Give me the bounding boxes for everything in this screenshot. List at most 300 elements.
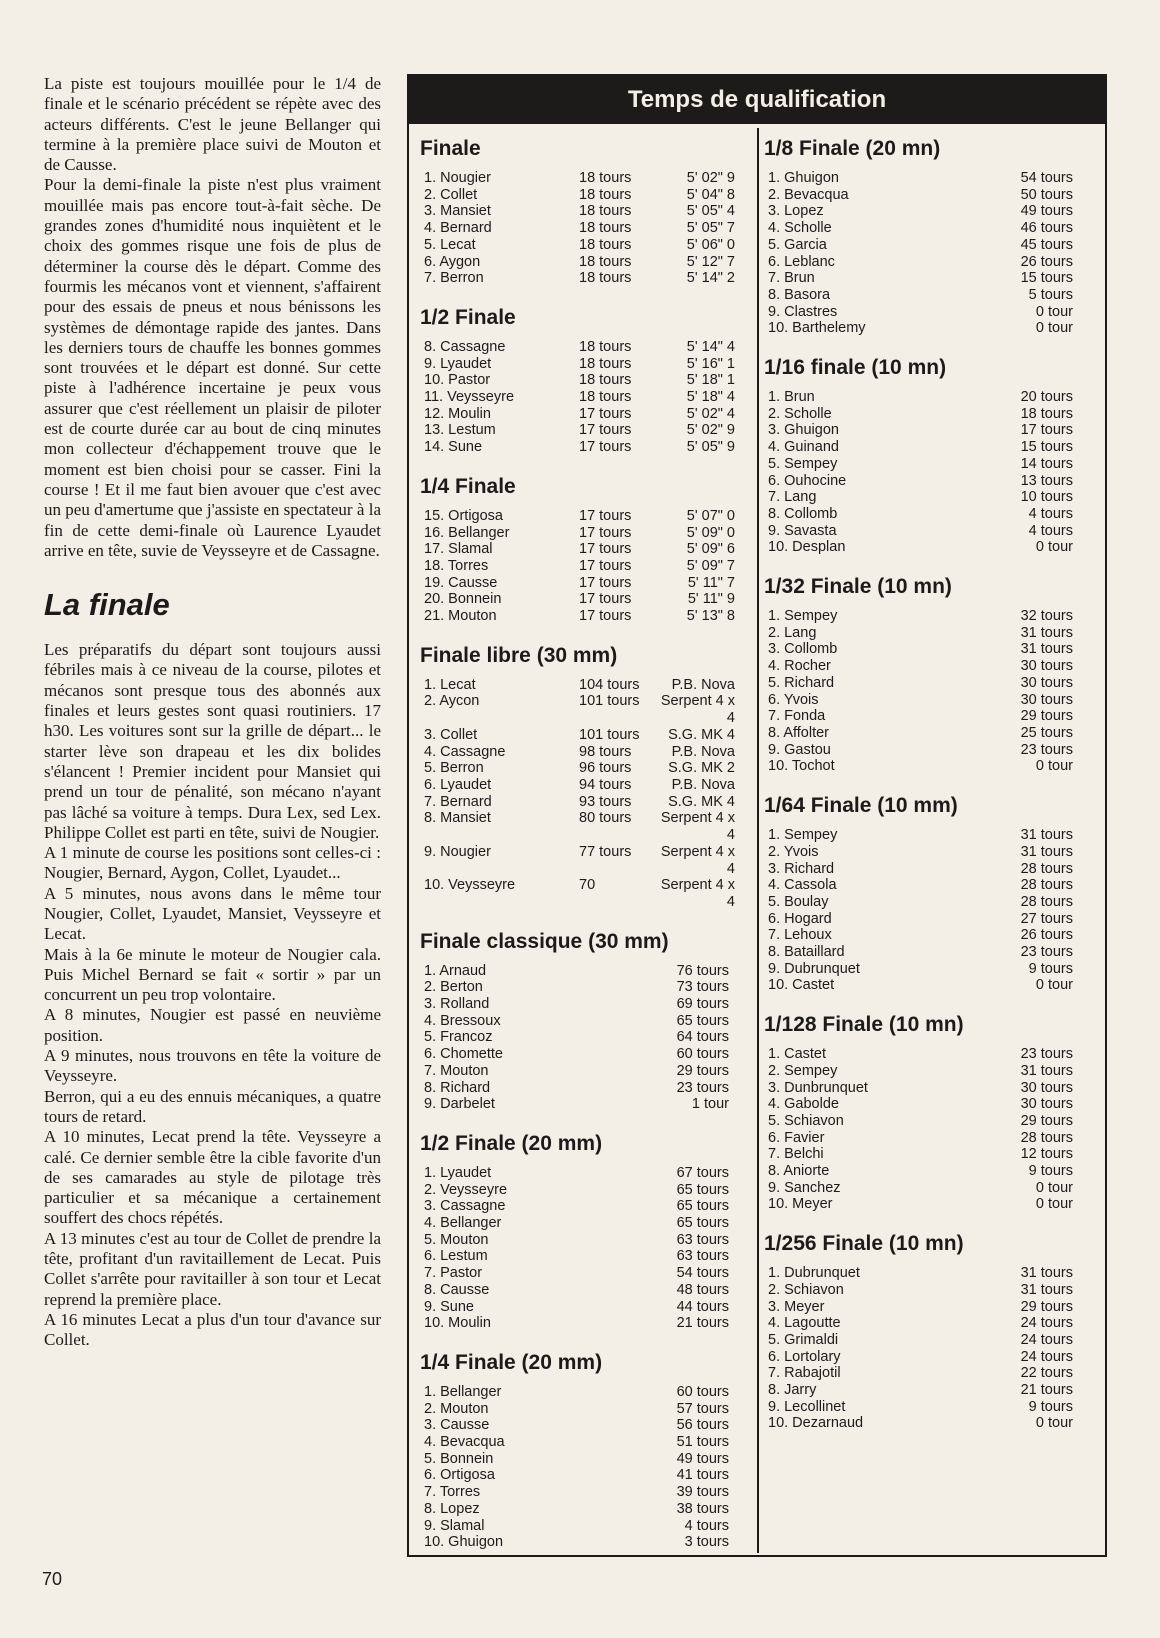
result-row [420, 1096, 753, 1113]
laps: 30 tours [1020, 658, 1073, 675]
results-section [420, 643, 753, 911]
laps: 18 tours [579, 372, 632, 389]
driver-name: 5. Sempey [768, 455, 838, 472]
result-row [420, 1029, 753, 1046]
driver-name: 1. Brun [768, 389, 815, 406]
results-section [420, 305, 753, 456]
driver-name: 6. Favier [768, 1129, 825, 1146]
driver-name: 1. Ghuigon [768, 170, 839, 186]
driver-name: 9. Savasta [768, 522, 837, 539]
laps: 98 tours [579, 743, 632, 760]
driver-name: 1. Sempey [768, 827, 838, 844]
laps: 3 tours [684, 1534, 729, 1551]
result-row [420, 1434, 753, 1451]
time-or-car: 5' 09" 6 [686, 541, 735, 558]
laps: 24 tours [1020, 1348, 1073, 1365]
driver-name: 7. Pastor [424, 1265, 483, 1282]
article-paragraph: Berron, qui a eu des ennuis mécaniques, a quatre tours de retard. [44, 1086, 381, 1126]
driver-name: 6. Lestum [424, 1248, 488, 1265]
laps: 9 tours [1028, 1398, 1073, 1415]
driver-name: 4. Bellanger [424, 1215, 502, 1232]
result-row [764, 758, 1097, 775]
laps: 15 tours [1020, 270, 1073, 287]
result-row [764, 506, 1097, 523]
driver-name: 4. Gabolde [768, 1096, 839, 1113]
time-or-car: 5' 02" 9 [686, 170, 735, 186]
driver-name: 7. Torres [424, 1484, 481, 1501]
result-row [420, 1265, 753, 1282]
results-section [764, 793, 1097, 994]
laps: 60 tours [676, 1383, 729, 1400]
result-row [420, 541, 753, 558]
section-heading: La finale [44, 587, 170, 623]
time-or-car: P.B. Nova [671, 676, 735, 693]
driver-name: 3. Richard [768, 860, 835, 877]
driver-name: 1. Dubrunquet [768, 1265, 860, 1282]
result-row [420, 810, 753, 843]
laps: 54 tours [676, 1265, 729, 1282]
laps: 28 tours [1020, 877, 1073, 894]
driver-name: 8. Causse [424, 1281, 490, 1298]
result-row [764, 1063, 1097, 1080]
laps: 28 tours [1020, 860, 1073, 877]
laps: 77 tours [579, 843, 632, 860]
laps: 30 tours [1020, 674, 1073, 691]
results-section [764, 1012, 1097, 1213]
laps: 31 tours [1020, 624, 1073, 641]
result-row [420, 963, 753, 980]
results-section [420, 136, 753, 287]
article-paragraph: La piste est toujours mouillée pour le 1/4 de finale et le scénario précédent se répète avec des acteurs différents. C'est le jeune Bellanger qui termine à la première place suivi de Mouton et de Causse. [44, 74, 381, 175]
driver-name: 7. Fonda [768, 708, 826, 725]
result-row [420, 406, 753, 423]
driver-name: 2. Scholle [768, 405, 832, 422]
result-row [764, 1113, 1097, 1130]
time-or-car: 5' 11" 9 [687, 591, 735, 608]
results-section-heading: 1/32 Finale (10 mn) [764, 575, 952, 599]
laps: 23 tours [1020, 944, 1073, 961]
laps: 104 tours [579, 676, 640, 693]
result-row [764, 1130, 1097, 1147]
driver-name: 2. Veysseyre [424, 1181, 508, 1198]
result-row [420, 1165, 753, 1182]
driver-name: 8. Aniorte [768, 1163, 830, 1180]
result-row [764, 170, 1097, 187]
time-or-car: 5' 16" 1 [686, 355, 735, 372]
driver-name: 6. Yvois [768, 691, 819, 708]
time-or-car: 5' 04" 8 [686, 186, 735, 203]
time-or-car: 5' 05" 4 [686, 203, 735, 220]
result-row [764, 439, 1097, 456]
results-section-heading: Finale [420, 137, 481, 160]
laps: 94 tours [579, 776, 632, 793]
result-row [764, 203, 1097, 220]
laps: 54 tours [1020, 170, 1073, 186]
result-row [420, 389, 753, 406]
laps: 5 tours [1028, 286, 1073, 303]
results-section-heading: 1/256 Finale (10 mn) [764, 1232, 964, 1256]
result-row [420, 237, 753, 254]
driver-name: 2. Collet [424, 186, 478, 203]
laps: 65 tours [676, 1198, 729, 1215]
result-row [420, 1013, 753, 1030]
laps: 29 tours [1020, 1298, 1073, 1315]
result-row [420, 1198, 753, 1215]
driver-name: 3. Dunbrunquet [768, 1079, 868, 1096]
driver-name: 8. Affolter [768, 724, 829, 741]
driver-name: 9. Gastou [768, 741, 831, 758]
result-row [764, 625, 1097, 642]
result-row [420, 1232, 753, 1249]
result-row [764, 304, 1097, 321]
result-row [764, 1299, 1097, 1316]
laps: 49 tours [676, 1450, 729, 1467]
result-row [764, 523, 1097, 540]
driver-name: 3. Collomb [768, 641, 838, 658]
laps: 9 tours [1028, 960, 1073, 977]
result-row [764, 1415, 1097, 1432]
result-row [420, 1282, 753, 1299]
results-section [764, 574, 1097, 775]
result-row [420, 558, 753, 575]
result-row [420, 1467, 753, 1484]
result-row [420, 1315, 753, 1332]
result-row [420, 844, 753, 877]
result-row [764, 539, 1097, 556]
laps: 17 tours [579, 541, 632, 558]
laps: 0 tour [1035, 1415, 1073, 1432]
result-row [764, 1196, 1097, 1213]
laps: 18 tours [579, 355, 632, 372]
driver-name: 6. Ouhocine [768, 472, 847, 489]
driver-name: 3. Mansiet [424, 203, 491, 220]
laps: 18 tours [579, 220, 632, 237]
driver-name: 2. Berton [424, 979, 483, 996]
time-or-car: 5' 02" 4 [686, 405, 735, 422]
laps: 101 tours [579, 693, 640, 710]
time-or-car: 5' 06" 0 [686, 236, 735, 253]
driver-name: 9. Lecollinet [768, 1398, 846, 1415]
driver-name: 3. Meyer [768, 1298, 825, 1315]
result-row [764, 456, 1097, 473]
laps: 41 tours [676, 1467, 729, 1484]
laps: 48 tours [676, 1281, 729, 1298]
laps: 50 tours [1020, 186, 1073, 203]
time-or-car: Serpent 4 x 4 [660, 843, 735, 877]
laps: 18 tours [579, 253, 632, 270]
time-or-car: 5' 02" 9 [686, 422, 735, 439]
result-row [764, 1080, 1097, 1097]
result-row [764, 489, 1097, 506]
driver-name: 4. Bernard [424, 220, 492, 237]
laps: 60 tours [676, 1046, 729, 1063]
result-row [764, 1315, 1097, 1332]
result-row [420, 1501, 753, 1518]
result-row [764, 1382, 1097, 1399]
result-row [764, 877, 1097, 894]
laps: 31 tours [1020, 1062, 1073, 1079]
driver-name: 5. Richard [768, 674, 835, 691]
result-row [764, 977, 1097, 994]
laps: 45 tours [1020, 236, 1073, 253]
driver-name: 1. Sempey [768, 608, 838, 625]
driver-name: 6. Aygon [424, 253, 481, 270]
driver-name: 6. Leblanc [768, 253, 835, 270]
time-or-car: S.G. MK 2 [668, 760, 735, 777]
laps: 0 tour [1035, 758, 1073, 775]
laps: 29 tours [1020, 708, 1073, 725]
result-row [764, 827, 1097, 844]
result-row [420, 1080, 753, 1097]
driver-name: 2. Sempey [768, 1062, 838, 1079]
driver-name: 7. Rabajotil [768, 1365, 841, 1382]
results-section-heading: 1/64 Finale (10 mm) [764, 794, 958, 818]
results-section [764, 1231, 1097, 1432]
laps: 63 tours [676, 1231, 729, 1248]
result-row [764, 608, 1097, 625]
time-or-car: 5' 07" 0 [686, 507, 735, 524]
driver-name: 7. Berron [424, 270, 484, 287]
laps: 0 tour [1035, 320, 1073, 337]
driver-name: 4. Rocher [768, 658, 831, 675]
time-or-car: 5' 18" 4 [686, 389, 735, 406]
laps: 20 tours [1020, 389, 1073, 406]
laps: 4 tours [1028, 505, 1073, 522]
driver-name: 10. Barthelemy [768, 320, 866, 337]
driver-name: 4. Bressoux [424, 1012, 501, 1029]
driver-name: 4. Scholle [768, 220, 832, 237]
driver-name: 10. Moulin [424, 1315, 491, 1332]
laps: 0 tour [1035, 303, 1073, 320]
results-section-heading: Finale classique (30 mm) [420, 929, 669, 953]
driver-name: 10. Veysseyre [424, 877, 516, 894]
result-row [420, 575, 753, 592]
result-row [420, 1299, 753, 1316]
time-or-car: 5' 13" 8 [686, 608, 735, 625]
result-row [420, 1518, 753, 1535]
driver-name: 15. Ortigosa [424, 507, 503, 524]
result-row [764, 658, 1097, 675]
driver-name: 7. Lehoux [768, 927, 832, 944]
result-row [420, 591, 753, 608]
laps: 64 tours [676, 1029, 729, 1046]
result-row [420, 996, 753, 1013]
laps: 31 tours [1020, 1281, 1073, 1298]
time-or-car: Serpent 4 x 4 [660, 810, 735, 844]
result-row [764, 1365, 1097, 1382]
result-row [764, 861, 1097, 878]
driver-name: 5. Boulay [768, 893, 829, 910]
driver-name: 9. Slamal [424, 1517, 485, 1534]
driver-name: 5. Grimaldi [768, 1331, 839, 1348]
article-paragraph: A 9 minutes, nous trouvons en tête la voiture de Veysseyre. [44, 1046, 381, 1086]
driver-name: 4. Lagoutte [768, 1315, 841, 1332]
result-row [764, 1265, 1097, 1282]
article-paragraph: A 16 minutes Lecat a plus d'un tour d'avance sur Collet. [44, 1309, 381, 1350]
laps: 13 tours [1020, 472, 1073, 489]
driver-name: 10. Pastor [424, 372, 491, 389]
driver-name: 9. Dubrunquet [768, 960, 860, 977]
time-or-car: 5' 05" 9 [686, 439, 735, 456]
laps: 10 tours [1020, 489, 1073, 506]
laps: 38 tours [676, 1500, 729, 1517]
time-or-car: P.B. Nova [671, 776, 735, 793]
laps: 32 tours [1020, 608, 1073, 625]
results-box [407, 74, 1107, 1557]
driver-name: 9. Clastres [768, 303, 838, 320]
driver-name: 8. Bataillard [768, 944, 845, 961]
result-row [764, 708, 1097, 725]
laps: 57 tours [676, 1400, 729, 1417]
result-row [420, 270, 753, 287]
driver-name: 4. Bevacqua [424, 1434, 505, 1451]
driver-name: 1. Lecat [424, 676, 476, 693]
result-row [764, 641, 1097, 658]
result-row [764, 1180, 1097, 1197]
results-section-heading: 1/128 Finale (10 mn) [764, 1013, 964, 1037]
driver-name: 5. Schiavon [768, 1112, 844, 1129]
laps: 17 tours [579, 524, 632, 541]
result-row [420, 727, 753, 744]
driver-name: 4. Guinand [768, 439, 839, 456]
laps: 18 tours [579, 203, 632, 220]
driver-name: 9. Darbelet [424, 1096, 495, 1113]
laps: 23 tours [1020, 741, 1073, 758]
laps: 18 tours [579, 236, 632, 253]
driver-name: 5. Mouton [424, 1231, 489, 1248]
laps: 28 tours [1020, 893, 1073, 910]
result-row [420, 339, 753, 356]
time-or-car: S.G. MK 4 [668, 726, 735, 743]
laps: 70 [579, 877, 596, 894]
result-row [420, 777, 753, 794]
article-paragraph: Mais à la 6e minute le moteur de Nougier cala. Puis Michel Bernard se fait « sortir » par un concurrent un peu trop volontaire. [44, 944, 381, 1005]
driver-name: 20. Bonnein [424, 591, 502, 608]
result-row [764, 389, 1097, 406]
time-or-car: 5' 05" 7 [686, 220, 735, 237]
driver-name: 7. Bernard [424, 793, 492, 810]
driver-name: 10. Dezarnaud [768, 1415, 864, 1432]
laps: 1 tour [691, 1096, 729, 1113]
time-or-car: 5' 14" 2 [686, 270, 735, 287]
driver-name: 6. Chomette [424, 1046, 503, 1063]
laps: 101 tours [579, 726, 640, 743]
laps: 51 tours [676, 1434, 729, 1451]
result-row [420, 877, 753, 910]
result-row [420, 508, 753, 525]
driver-name: 4. Cassagne [424, 743, 506, 760]
results-title: Temps de qualification [409, 76, 1105, 124]
laps: 39 tours [676, 1484, 729, 1501]
driver-name: 3. Rolland [424, 996, 490, 1013]
driver-name: 7. Mouton [424, 1062, 489, 1079]
result-row [420, 1063, 753, 1080]
result-row [764, 1096, 1097, 1113]
result-row [420, 1215, 753, 1232]
laps: 31 tours [1020, 843, 1073, 860]
driver-name: 19. Causse [424, 574, 498, 591]
driver-name: 12. Moulin [424, 405, 491, 422]
driver-name: 6. Lortolary [768, 1348, 841, 1365]
driver-name: 3. Ghuigon [768, 422, 839, 439]
laps: 65 tours [676, 1215, 729, 1232]
result-row [420, 744, 753, 761]
result-row [420, 794, 753, 811]
laps: 18 tours [579, 389, 632, 406]
time-or-car: Serpent 4 x 4 [660, 877, 735, 910]
results-section-heading: 1/4 Finale [420, 474, 516, 498]
driver-name: 3. Lopez [768, 203, 824, 220]
laps: 44 tours [676, 1298, 729, 1315]
result-row [764, 1349, 1097, 1366]
laps: 76 tours [676, 962, 729, 979]
result-row [764, 1163, 1097, 1180]
results-section-heading: 1/4 Finale (20 mm) [420, 1350, 603, 1374]
laps: 30 tours [1020, 1096, 1073, 1113]
laps: 24 tours [1020, 1315, 1073, 1332]
article-intro [44, 74, 381, 561]
laps: 27 tours [1020, 910, 1073, 927]
article-paragraph: A 5 minutes, nous avons dans le même tour Nougier, Collet, Lyaudet, Mansiet, Veysseyre et Lecat. [44, 883, 381, 944]
result-row [420, 693, 753, 726]
result-row [420, 1534, 753, 1551]
laps: 96 tours [579, 760, 632, 777]
laps: 28 tours [1020, 1129, 1073, 1146]
result-row [420, 608, 753, 625]
result-row [420, 170, 753, 187]
results-column-left [420, 136, 753, 1569]
results-section [420, 474, 753, 625]
results-section-heading: 1/8 Finale (20 mn) [764, 137, 941, 160]
article-paragraph: A 8 minutes, Nougier est passé en neuvième position. [44, 1005, 381, 1045]
result-row [764, 692, 1097, 709]
driver-name: 5. Berron [424, 760, 484, 777]
laps: 23 tours [1020, 1046, 1073, 1063]
laps: 18 tours [1020, 405, 1073, 422]
time-or-car: S.G. MK 4 [668, 793, 735, 810]
result-row [420, 525, 753, 542]
time-or-car: 5' 18" 1 [686, 372, 735, 389]
laps: 26 tours [1020, 253, 1073, 270]
driver-name: 8. Basora [768, 286, 831, 303]
driver-name: 10. Meyer [768, 1196, 833, 1213]
result-row [420, 356, 753, 373]
result-row [764, 320, 1097, 337]
article-paragraph: A 10 minutes, Lecat prend la tête. Veysseyre a calé. Ce dernier semble être la cible favorite d'un de ses camarades au style de pilotage très particulier et sa mécanique a certainement souffert des chocs répétés. [44, 1127, 381, 1228]
driver-name: 9. Sanchez [768, 1179, 841, 1196]
laps: 30 tours [1020, 691, 1073, 708]
result-row [420, 1182, 753, 1199]
result-row [420, 1451, 753, 1468]
driver-name: 8. Jarry [768, 1382, 817, 1399]
laps: 31 tours [1020, 1265, 1073, 1282]
laps: 30 tours [1020, 1079, 1073, 1096]
laps: 65 tours [676, 1181, 729, 1198]
result-row [764, 1046, 1097, 1063]
laps: 9 tours [1028, 1163, 1073, 1180]
laps: 17 tours [1020, 422, 1073, 439]
results-section-heading: 1/16 finale (10 mn) [764, 356, 947, 380]
driver-name: 5. Lecat [424, 236, 476, 253]
laps: 56 tours [676, 1417, 729, 1434]
driver-name: 3. Collet [424, 726, 478, 743]
driver-name: 3. Causse [424, 1417, 490, 1434]
time-or-car: 5' 14" 4 [686, 338, 735, 355]
driver-name: 6. Lyaudet [424, 776, 492, 793]
result-row [764, 1332, 1097, 1349]
driver-name: 1. Arnaud [424, 962, 487, 979]
result-row [764, 270, 1097, 287]
